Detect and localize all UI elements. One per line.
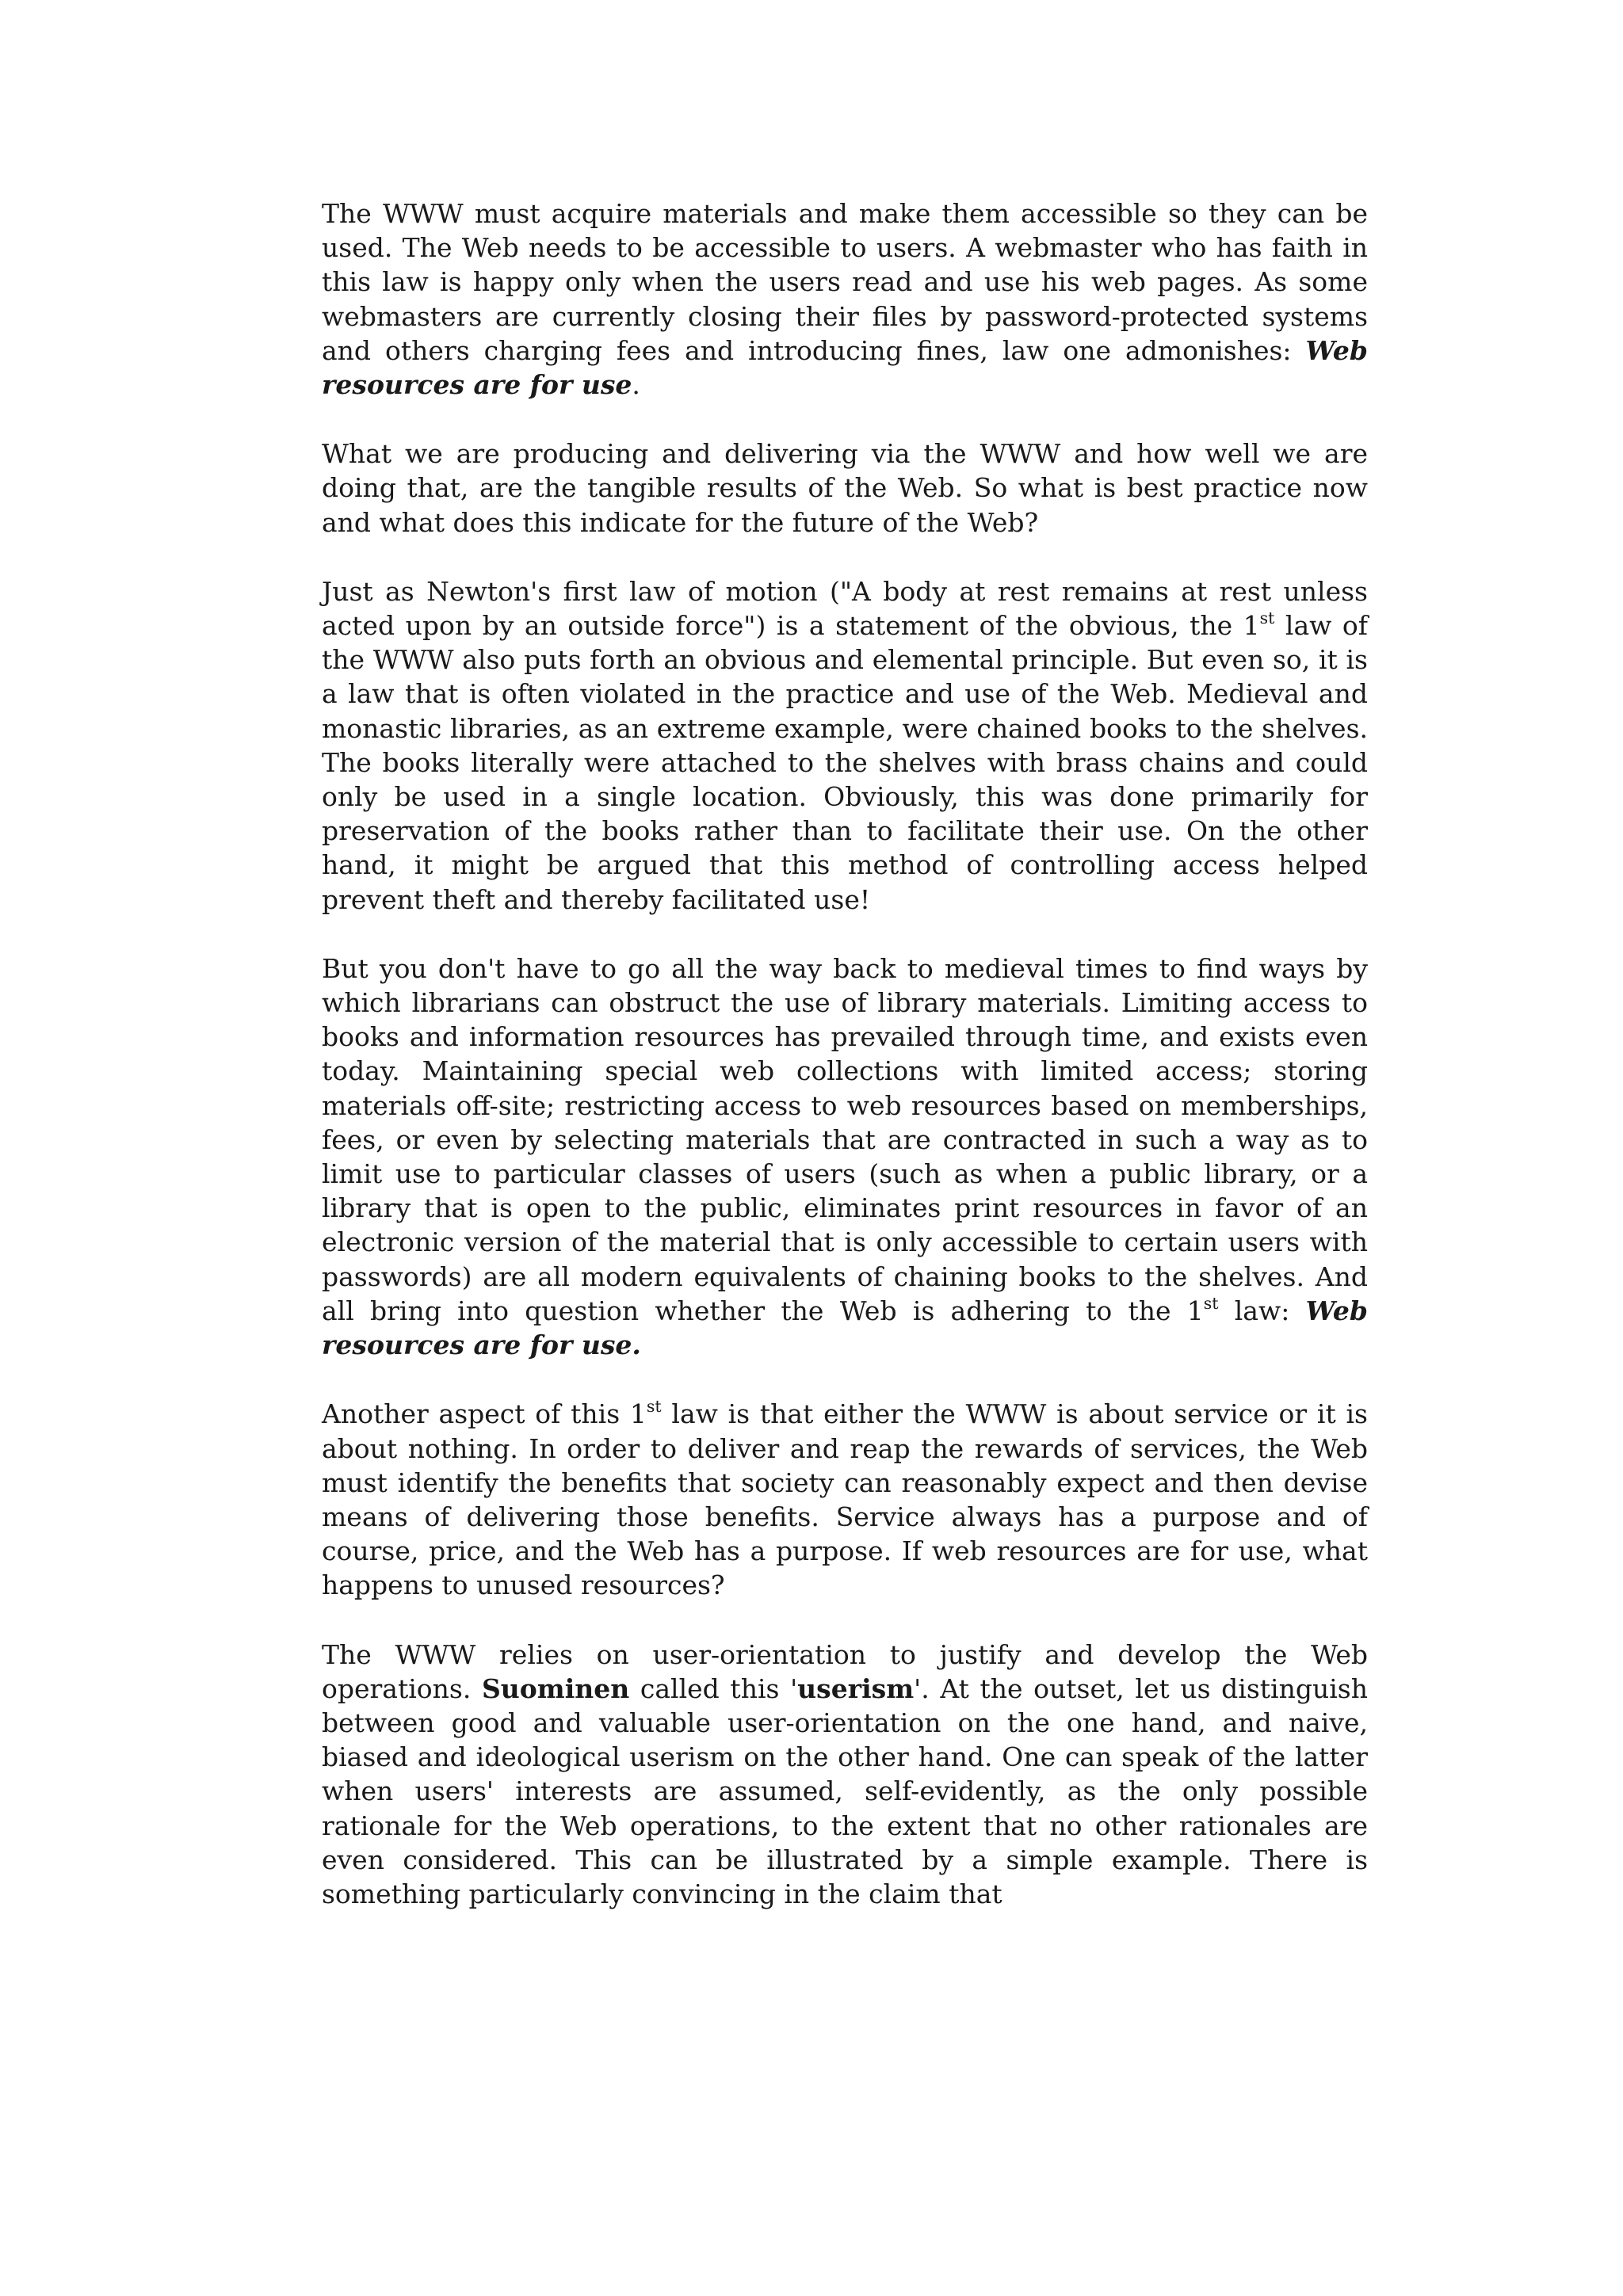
paragraph-text: law of the WWW also puts forth an obvious and elemental principle. But even so, it is a law that is often violated in the practice and use of the Web. Medieval and monastic libraries, as an extreme example, were chained books to the shelves. The books literally were attached to the shelves with brass chains and could only be used in a single location. Obviously, this was done primarily for preservation of the books rather than to facilitate their use. On the other hand, it might be argued that this method of controlling access helped prevent theft and thereby facilitated use!: [322, 610, 1368, 915]
paragraph-text: law is that either the WWW is about service or it is about nothing. In order to deliver and reap the rewards of services, the Web must identify the benefits that society can reasonably expect and then devise means of delivering those benefits. Service always has a purpose and of course, price, and the Web has a purpose. If web resources are for use, what happens to unused resources?: [322, 1398, 1368, 1601]
paragraph-text: called this ': [629, 1672, 798, 1704]
paragraph-newton-law: [322, 574, 1368, 917]
paragraph-text: The WWW must acquire materials and make them accessible so they can be used. The Web needs to be accessible to users. A webmaster who has faith in this law is happy only when the users read and use his web pages. As some webmasters are currently closing their files by password-protected systems and others charging fees and introducing fines, law one admonishes:: [322, 198, 1368, 366]
paragraph-medieval-times: [322, 952, 1368, 1362]
bold-term-userism: userism: [797, 1672, 915, 1704]
paragraph-access: [322, 196, 1368, 402]
ordinal-superscript: st: [1259, 608, 1275, 628]
paragraph-text: '. At the outset, let us distinguish between good and valuable user-orientation on the one hand, and naive, biased and ideological userism on the other hand. One can speak of the latter when users' interests are assumed, self-evidently, as the only possible rationale for the Web operations, to the extent that no other rationales are even considered. This can be illustrated by a simple example. There is something particularly convincing in the claim that: [322, 1672, 1368, 1909]
ordinal-superscript: st: [1203, 1293, 1219, 1313]
paragraph-text: Just as Newton's first law of motion ("A body at rest remains at rest unless acted upon by an outside force") is a statement of the obvious, the 1: [322, 575, 1368, 642]
paragraph-service: [322, 1397, 1368, 1602]
paragraph-best-practice: [322, 437, 1368, 540]
paragraph-text: But you don't have to go all the way back to medieval times to find ways by which librarians can obstruct the use of library materials. Limiting access to books and information resources has prevailed through time, and exists even today. Maintaining special web collections with limited access; storing materials off-site; restricting access to web resources based on memberships, fees, or even by selecting materials that are contracted in such a way as to limit use to particular classes of users (such as when a public library, or a library that is open to the public, eliminates print resources in favor of an electronic version of the material that is only accessible to certain users with passwords) are all modern equivalents of chaining books to the shelves. And all bring into question whether the Web is adhering to the 1: [322, 952, 1368, 1326]
emphasis-web-resources-for-use: Web resources are for use: [322, 334, 1368, 401]
paragraph-text: Another aspect of this 1: [322, 1398, 647, 1430]
paragraph-text: law:: [1218, 1295, 1306, 1326]
paragraph-text: .: [632, 369, 640, 401]
paragraph-userism: [322, 1638, 1368, 1912]
document-body: [322, 196, 1368, 1911]
paragraph-text: The WWW relies on user-orientation to justify and develop the Web operations.: [322, 1638, 1368, 1704]
emphasis-web-resources-for-use: Web resources are for use.: [322, 1295, 1369, 1361]
bold-author-name: Suominen: [481, 1672, 630, 1704]
paragraph-text: What we are producing and delivering via the WWW and how well we are doing that, are the tangible results of the Web. So what is best practice now and what does this indicate for the future of the Web?: [322, 438, 1368, 538]
ordinal-superscript: st: [646, 1397, 662, 1417]
